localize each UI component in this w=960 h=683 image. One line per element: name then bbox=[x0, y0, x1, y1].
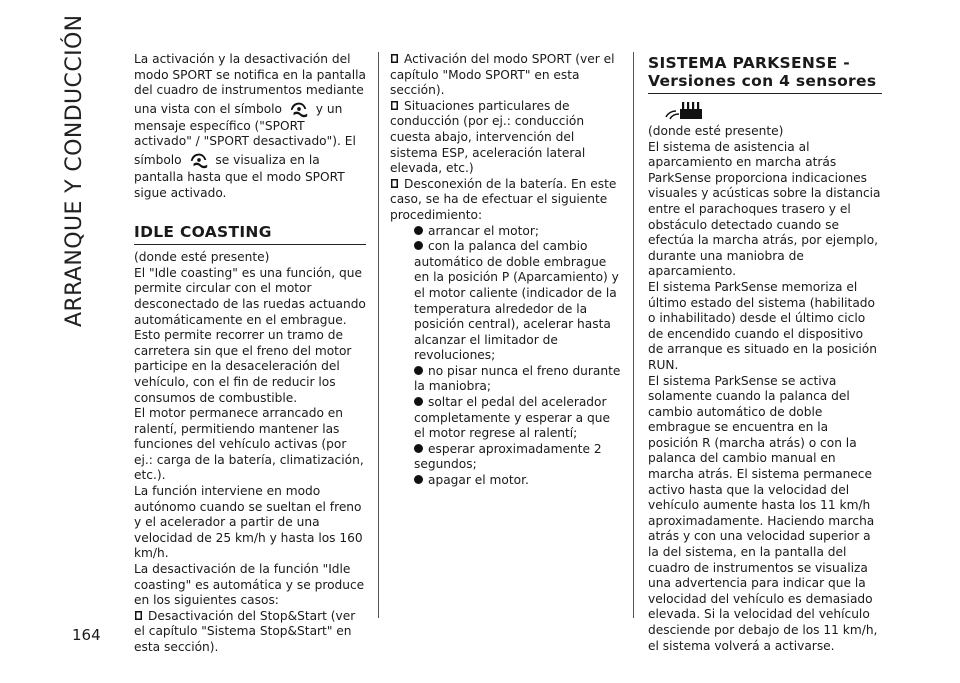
chapter-sidebar bbox=[58, 14, 118, 327]
sport-symbol-icon bbox=[288, 99, 310, 119]
list-item: Activación del modo SPORT (ver el capítulo "Modo SPORT" en esta sección). bbox=[390, 52, 615, 98]
bullet-icon bbox=[414, 241, 423, 250]
parksense-heading: SISTEMA PARKSENSE - Versiones con 4 sensores bbox=[648, 54, 877, 90]
bullet-icon bbox=[414, 444, 423, 453]
body-paragraph: El "Idle coasting" es una función, que permite circular con el motor desconectado de las ruedas actuando automáticamente en el embrague. Esto permite recorrer un tramo de carretera sin que el freno del motor participe en la desaceleración del vehículo, con el fin de reducir los consumos de combustible. bbox=[134, 265, 366, 405]
procedure-step: soltar el pedal del acelerador completamente y esperar a que el motor regrese al ralentí; bbox=[414, 395, 610, 441]
column-divider bbox=[378, 52, 379, 618]
procedure-step: con la palanca del cambio automático de doble embrague en la posición P (Aparcamiento) y el motor caliente (indicador de la temperatura alrededor de la posición central), acelerar hasta alcanzar el limitador de revoluciones; bbox=[414, 239, 619, 363]
availability-note: (donde esté presente) bbox=[648, 124, 784, 138]
list-item: Situaciones particulares de conducción (por ej.: conducción cuesta abajo, intervención del sistema ESP, aceleración lateral elevada, etc.) bbox=[390, 98, 586, 176]
list-item: Desactivación del Stop&Start (ver el capítulo "Sistema Stop&Start" en esta sección). bbox=[134, 608, 356, 654]
procedure-step: esperar aproximadamente 2 segundos; bbox=[414, 441, 602, 472]
book-reference-icon bbox=[390, 100, 400, 111]
chapter-title: ARRANQUE Y CONDUCCIÓN bbox=[62, 14, 87, 327]
parksense-sensors-icon bbox=[664, 99, 714, 121]
sport-symbol-icon bbox=[188, 150, 210, 170]
procedure-step: arrancar el motor; bbox=[390, 224, 624, 240]
procedure-step: no pisar nunca el freno durante la maniobra; bbox=[414, 363, 621, 394]
section-heading-box bbox=[648, 54, 882, 94]
sport-mode-paragraph: La activación y la desactivación del modo SPORT se notifica en la pantalla del cuadro de instrumentos mediante una vista con el símbolo y un mensaje específico ("SPORT activado" / "SPORT desactivado"). El símbolo se visualiza en la pantalla hasta que el modo SPORT sigue activado. bbox=[134, 52, 367, 200]
book-reference-icon bbox=[134, 610, 144, 621]
book-reference-icon bbox=[390, 178, 400, 189]
bullet-icon bbox=[414, 366, 423, 375]
bullet-icon bbox=[414, 475, 423, 484]
body-paragraph: La función interviene en modo autónomo cuando se sueltan el freno y el acelerador a partir de una velocidad de 25 km/h y hasta los 160 km/h. bbox=[134, 484, 363, 561]
idle-coasting-heading: IDLE COASTING bbox=[134, 223, 272, 242]
availability-note: (donde esté presente) bbox=[134, 250, 270, 265]
body-paragraph: El sistema ParkSense memoriza el último estado del sistema (habilitado o inhabilitado) desde el último ciclo de encendido cuando el dispositivo de arranque es situado en la posición RUN. bbox=[648, 279, 877, 372]
column-1 bbox=[134, 52, 366, 656]
body-paragraph: El motor permanece arrancado en ralentí, permitiendo mantener las funciones del vehículo activas (por ej.: carga de la batería, climatización, etc.). bbox=[134, 406, 364, 483]
page-number: 164 bbox=[72, 626, 101, 644]
list-item: Desconexión de la batería. En este caso, se ha de efectuar el siguiente procedimiento: bbox=[390, 176, 617, 222]
body-paragraph: La desactivación de la función "Idle coasting" es automática y se produce en los siguientes casos: bbox=[134, 562, 365, 608]
book-reference-icon bbox=[390, 53, 400, 64]
body-paragraph: El sistema ParkSense se activa solamente cuando la palanca del cambio automático de doble embrague se encuentra en la posición R (marcha atrás) o con la palanca del cambio manual en marcha atrás. El sistema permanece activo hasta que la velocidad del vehículo aumente hasta los 11 km/h aproximadamente. Haciendo marcha atrás y con una velocidad superior a la del sistema, en la pantalla del cuadro de instrumentos se visualiza una advertencia para indicar que la velocidad del vehículo es demasiado elevada. Si la velocidad del vehículo desciende por debajo de los 11 km/h, el sistema volverá a activarse. bbox=[648, 373, 878, 653]
column-2 bbox=[390, 52, 624, 489]
procedure-step: apagar el motor. bbox=[390, 473, 624, 489]
section-heading-box bbox=[134, 223, 366, 245]
bullet-icon bbox=[414, 397, 423, 406]
column-3 bbox=[648, 52, 882, 654]
bullet-icon bbox=[414, 226, 423, 235]
column-divider bbox=[633, 52, 634, 618]
body-paragraph: El sistema de asistencia al aparcamiento en marcha atrás ParkSense proporciona indicaciones visuales y acústicas sobre la distancia entre el parachoques trasero y el obstáculo detectado cuando se efectúa la marcha atrás, por ejemplo, durante una maniobra de aparcamiento. bbox=[648, 139, 881, 279]
